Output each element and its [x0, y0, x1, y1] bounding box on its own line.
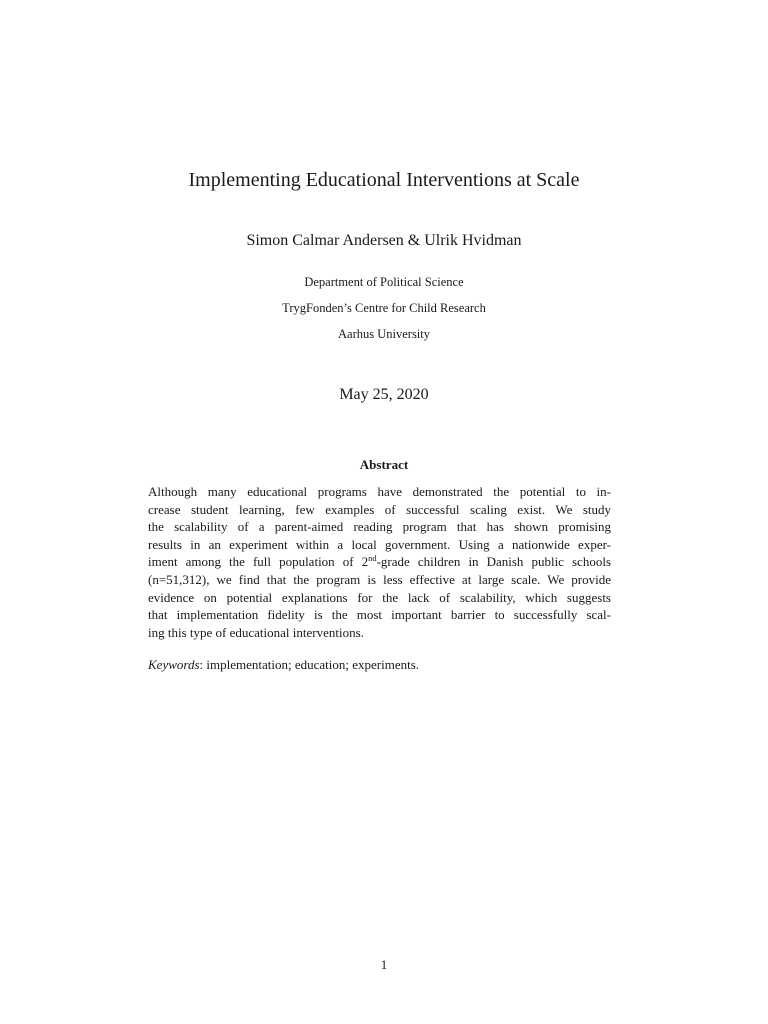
affiliation-department: Department of Political Science	[304, 275, 464, 289]
publication-date: May 25, 2020	[339, 386, 429, 403]
keywords	[148, 656, 611, 674]
abstract-line: results in an experiment within a local government. Using a nationwide exper-	[148, 536, 611, 552]
page-number: 1	[380, 957, 388, 972]
author-list: Simon Calmar Andersen & Ulrik Hvidman	[246, 232, 522, 249]
affiliation-university: Aarhus University	[338, 327, 430, 341]
abstract-line-part: -grade children in Danish public schools	[376, 554, 611, 570]
keywords-label: Keywords	[148, 657, 200, 672]
abstract-line: (n=51,312), we find that the program is less effective at large scale. We provide	[148, 571, 611, 587]
paper-title: Implementing Educational Interventions at Scale	[188, 169, 580, 191]
superscript-nd: nd	[368, 553, 377, 564]
abstract-line: that implementation fidelity is the most important barrier to successfully scal-	[148, 607, 611, 623]
abstract-line-part: iment among the full population of 2	[148, 554, 369, 570]
abstract-heading: Abstract	[359, 457, 409, 472]
abstract-body	[148, 483, 611, 641]
affiliation-centre: TrygFonden’s Centre for Child Research	[282, 301, 486, 315]
abstract-line: the scalability of a parent-aimed reading program that has shown promising	[148, 519, 611, 535]
abstract-line: crease student learning, few examples of successful scaling exist. We study	[148, 501, 611, 517]
abstract-line: Although many educational programs have demonstrated the potential to in-	[148, 484, 611, 499]
abstract-line	[148, 553, 611, 571]
abstract-line: evidence on potential explanations for the lack of scalability, which suggests	[148, 589, 611, 605]
abstract-line: ing this type of educational interventions.	[148, 624, 364, 640]
keywords-text: : implementation; education; experiments.	[199, 657, 420, 672]
